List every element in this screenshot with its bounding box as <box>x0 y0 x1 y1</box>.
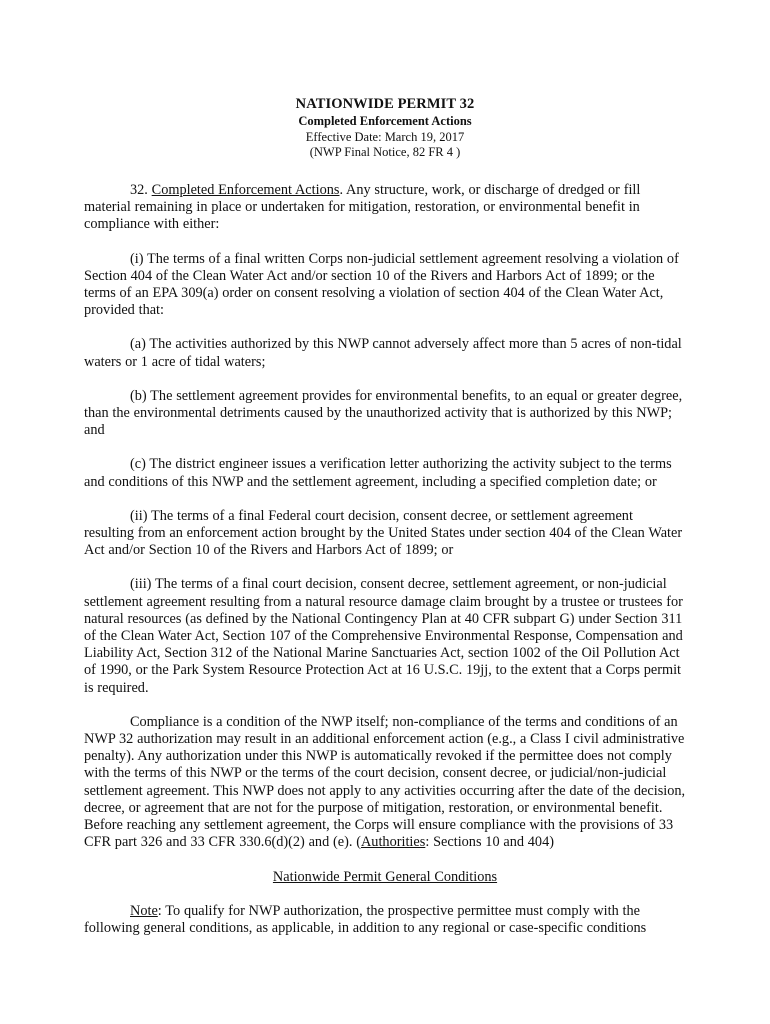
paragraph-a: (a) The activities authorized by this NWP cannot adversely affect more than 5 acres of non-tidal waters or 1 acre of tidal waters; <box>84 336 682 370</box>
document-title: NATIONWIDE PERMIT 32 <box>295 96 475 112</box>
note-text: : To qualify for NWP authorization, the prospective permittee must comply with the following general conditions, as applicable, in addition to any regional or case-specific conditions <box>84 902 647 936</box>
paragraph-c: (c) The district engineer issues a verification letter authorizing the activity subject to the terms and conditions of this NWP and the settlement agreement, including a specified completion date; or <box>84 456 672 490</box>
document-subtitle: Completed Enforcement Actions <box>298 114 472 128</box>
general-conditions-heading <box>84 869 686 886</box>
note-label: Note <box>130 902 158 919</box>
paragraph-compliance <box>84 714 686 852</box>
paragraph-nwp-32-definition <box>84 182 686 234</box>
paragraph-i: (i) The terms of a final written Corps non-judicial settlement agreement resolving a violation of Section 404 of the Clean Water Act and/or section 10 of the Rivers and Harbors Act of 1899; or the terms of an EPA 309(a) order on consent resolving a violation of section 404 of the Clean Water Act, provided that: <box>84 250 679 319</box>
paragraph-b: (b) The settlement agreement provides for environmental benefits, to an equal or greater degree, than the environmental detriments caused by the unauthorized activity that is authorized by this NWP; and <box>84 387 683 439</box>
paragraph-note <box>84 903 686 937</box>
paragraph-ii: (ii) The terms of a final Federal court decision, consent decree, or settlement agreement resulting from an enforcement action brought by the United States under section 404 of the Clean Water Act and/or Section 10 of the Rivers and Harbors Act of 1899; or <box>84 507 683 559</box>
general-conditions-heading-text: Nationwide Permit General Conditions <box>272 868 498 885</box>
compliance-text: Compliance is a condition of the NWP itself; non-compliance of the terms and conditions of an NWP 32 authorization may result in an additional enforcement action (e.g., a Class I civil administrative penalty). Any authorization under this NWP is automatically revoked if the permittee does not comply with the terms of this NWP or the terms of the court decision, consent decree, or judicial/non-judicial settlement agreement. This NWP does not apply to any activities occurring after the date of the decision, decree, or agreement that are not for the purpose of mitigation, restoration, or environmental benefit. Before reaching any settlement agreement, the Corps will ensure compliance with the provisions of 33 CFR part 326 and 33 CFR 330.6(d)(2) and (e). ( <box>84 713 686 851</box>
authorities-label: Authorities <box>360 834 426 851</box>
effective-date: Effective Date: March 19, 2017 <box>305 130 465 144</box>
paragraph-iii: (iii) The terms of a final court decision, consent decree, settlement agreement, or non-judicial settlement agreement resulting from a natural resource damage claim brought by a trustee or trustees for natural resources (as defined by the National Contingency Plan at 40 CFR subpart G) under Section 311 of the Clean Water Act, Section 107 of the Comprehensive Environmental Response, Compensation and Liability Act, Section 312 of the National Marine Sanctuaries Act, section 1002 of the Oil Pollution Act of 1990, or the Park System Resource Protection Act at 16 U.S.C. 19jj, to the extent that a Corps permit is required. <box>84 576 683 696</box>
nwp-definition-text: . Any structure, work, or discharge of dredged or fill material remaining in place or undertaken for mitigation, restoration, or environmental benefit in compliance with either: <box>84 182 641 233</box>
nwp-number: 32. <box>130 182 152 198</box>
nwp-term: Completed Enforcement Actions <box>151 182 340 198</box>
final-notice-reference: (NWP Final Notice, 82 FR 4 ) <box>309 145 461 159</box>
document-header <box>84 95 686 160</box>
authorities-text: : Sections 10 and 404) <box>425 834 554 851</box>
